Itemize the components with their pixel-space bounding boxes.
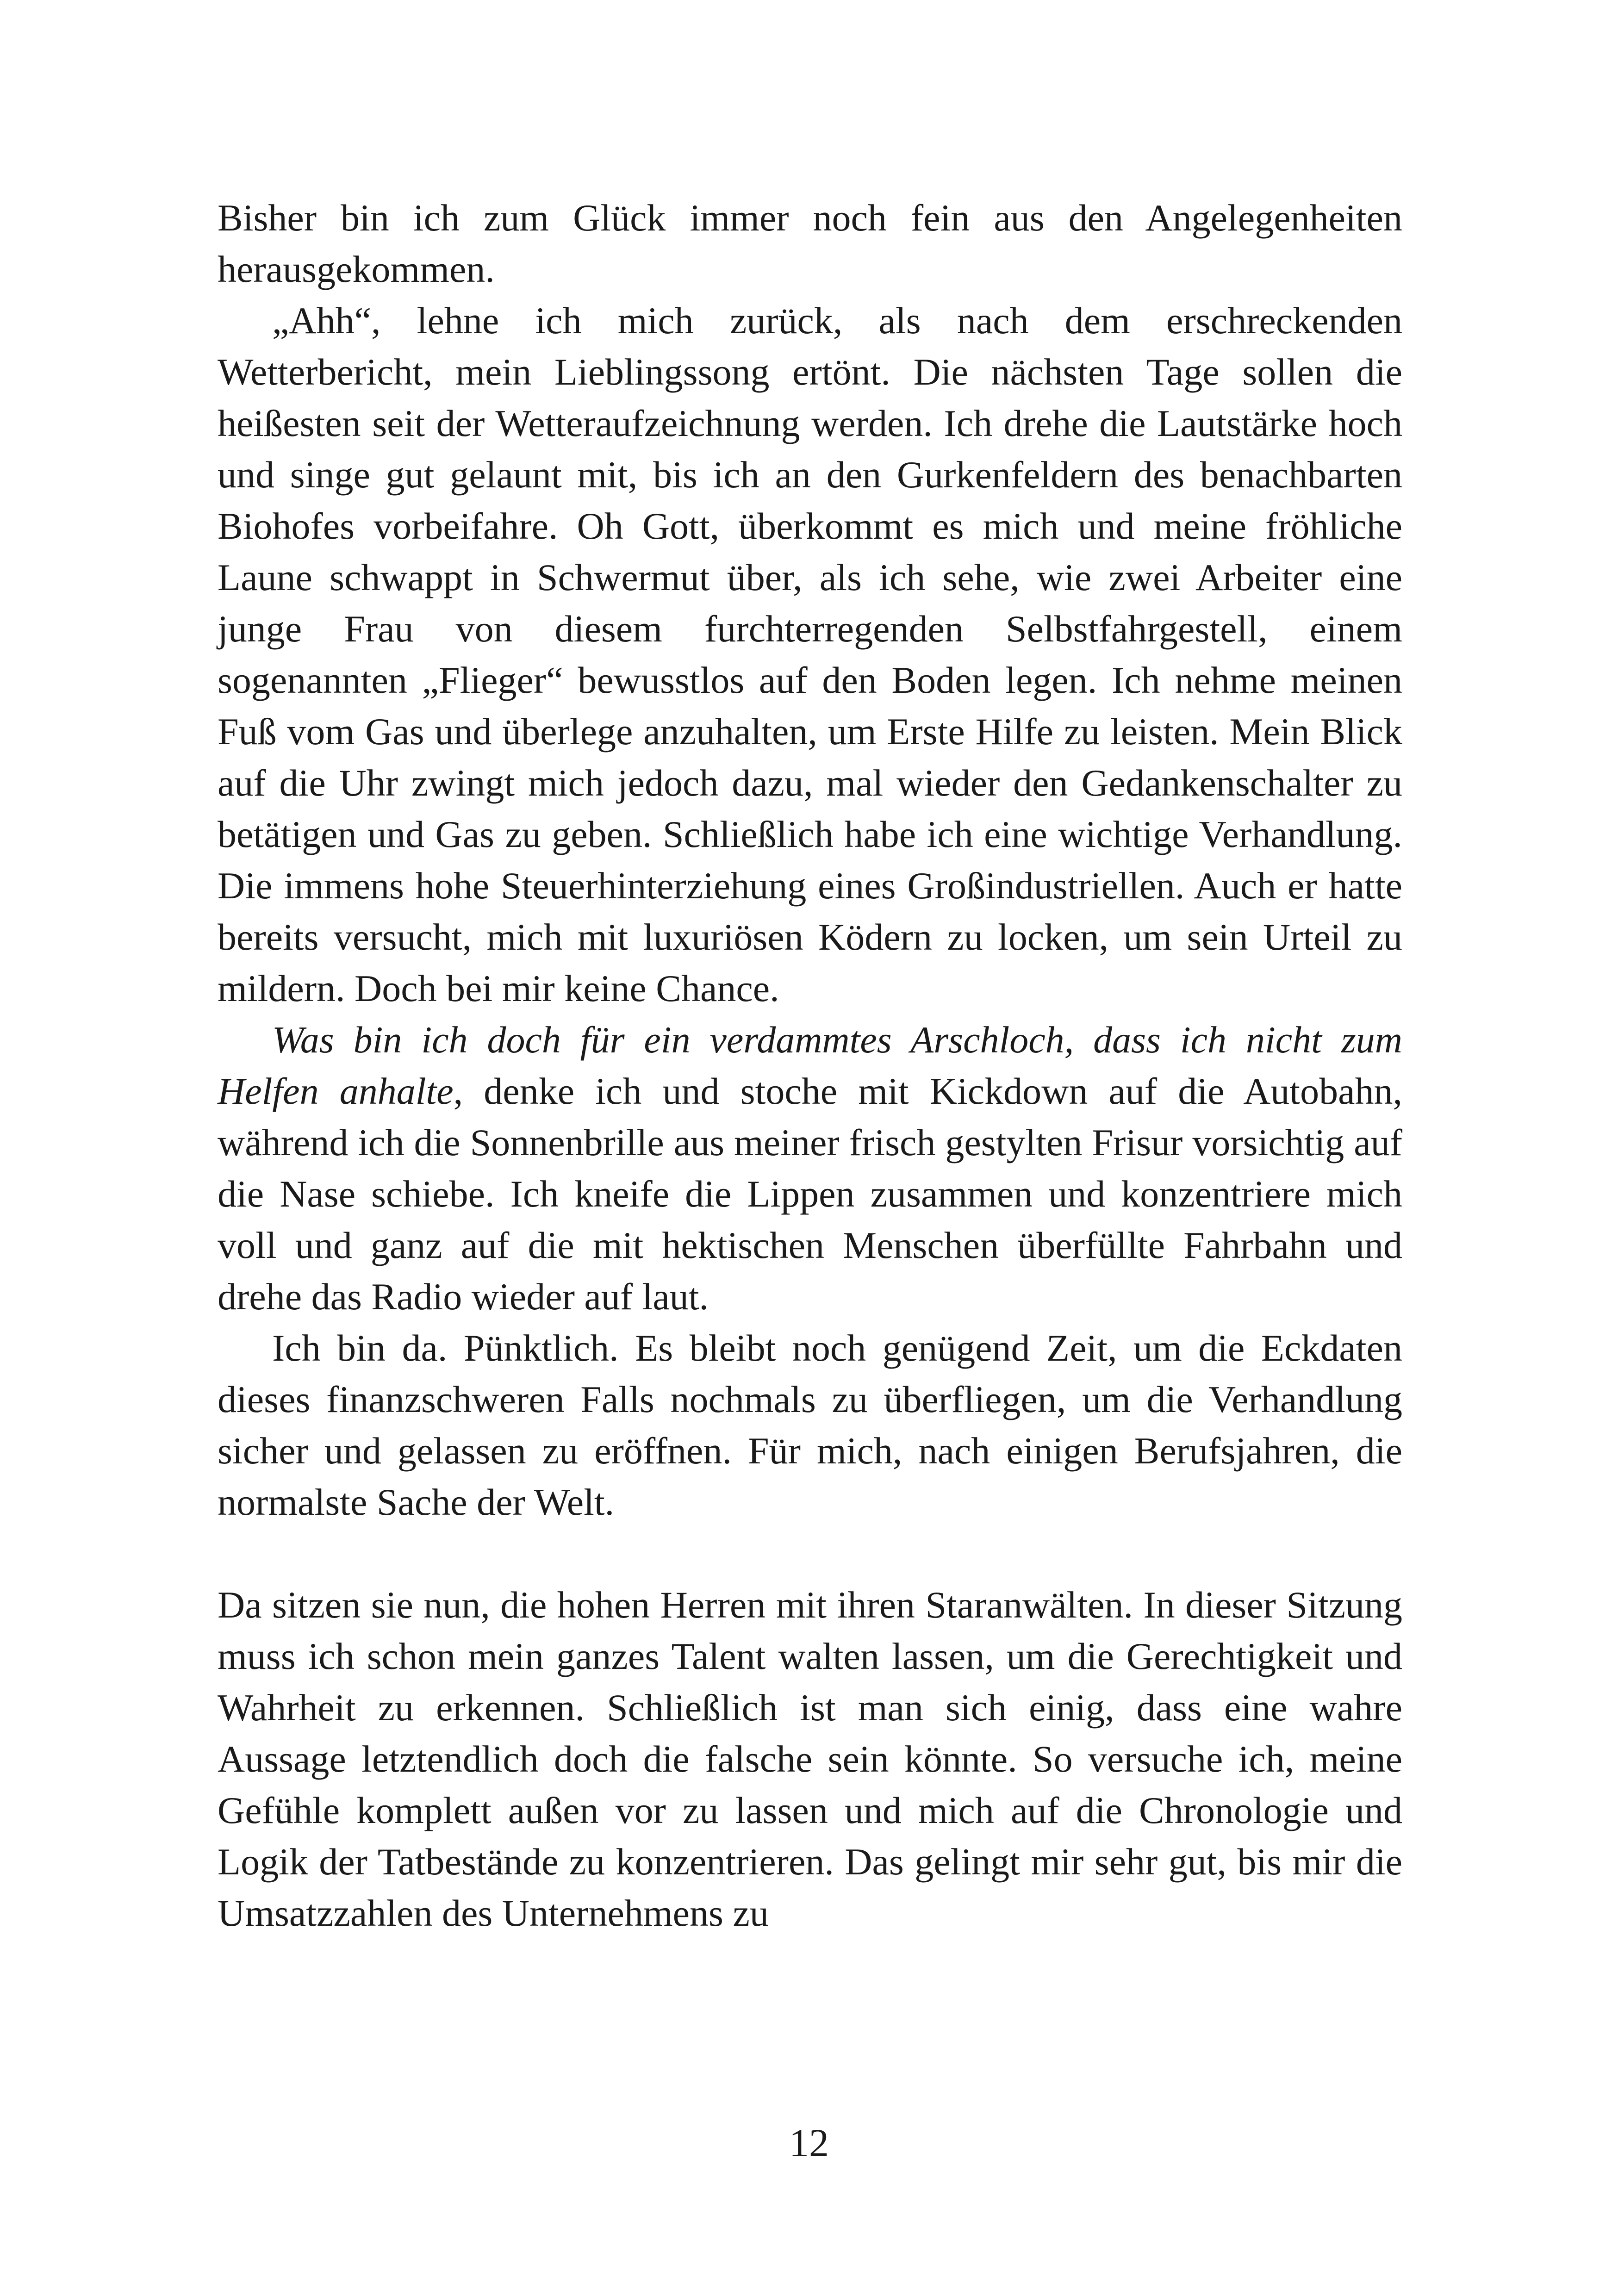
paragraph-text: „Ahh“, lehne ich mich zurück, als nach dem erschreckenden Wetterbericht, mein Lieblingssong ertönt. Die nächsten Tage sollen die heißesten seit der Wetteraufzeichnung werden. Ich drehe die Lautstärke hoch und singe gut gelaunt mit, bis ich an den Gurkenfeldern des benachbarten Biohofes vorbeifahre. Oh Gott, überkommt es mich und meine fröhliche Laune schwappt in Schwermut über, als ich sehe, wie zwei Arbeiter eine junge Frau von diesem furchterregenden Selbstfahrgestell, einem sogenannten „Flieger“ bewusstlos auf den Boden legen. Ich nehme meinen Fuß vom Gas und überlege anzuhalten, um Erste Hilfe zu leisten. Mein Blick auf die Uhr zwingt mich jedoch dazu, mal wieder den Gedankenschalter zu betätigen und Gas zu geben. Schließlich habe ich eine wichtige Verhandlung. Die immens hohe Steuerhinterziehung eines Großindustriellen. Auch er hatte bereits versucht, mich mit luxuriösen Ködern zu locken, um sein Urteil zu mildern. Doch bei mir keine Chance.: [218, 299, 1402, 1009]
paragraph-4: [218, 1322, 1402, 1528]
paragraph-3: [218, 1014, 1402, 1322]
paragraph-5: [218, 1579, 1402, 1939]
body-text: [218, 192, 1402, 1939]
paragraph-1: [218, 192, 1402, 295]
paragraph-2: [218, 295, 1402, 1014]
paragraph-text: , denke ich und stoche mit Kickdown auf die Autobahn, während ich die Sonnenbrille aus meiner frisch gestylten Frisur vorsichtig auf die Nase schiebe. Ich kneife die Lippen zusammen und konzentriere mich voll und ganz auf die mit hektischen Menschen überfüllte Fahrbahn und drehe das Radio wieder auf laut.: [218, 1070, 1402, 1318]
paragraph-text: Da sitzen sie nun, die hohen Herren mit ihren Staranwälten. In dieser Sitzung muss ich schon mein ganzes Talent walten lassen, um die Gerechtigkeit und Wahrheit zu erkennen. Schließlich ist man sich einig, dass eine wahre Aussage letztendlich doch die falsche sein könnte. So versuche ich, meine Gefühle komplett außen vor zu lassen und mich auf die Chronologie und Logik der Tatbestände zu konzentrieren. Das gelingt mir sehr gut, bis mir die Umsatzzahlen des Unternehmens zu: [218, 1584, 1402, 1934]
paragraph-text: Bisher bin ich zum Glück immer noch fein aus den Angelegenheiten herausgekommen.: [218, 197, 1402, 290]
paragraph-text: Ich bin da. Pünktlich. Es bleibt noch genügend Zeit, um die Eckdaten dieses finanzschweren Falls nochmals zu überfliegen, um die Verhandlung sicher und gelassen zu eröffnen. Für mich, nach einigen Berufsjahren, die normalste Sache der Welt.: [218, 1327, 1402, 1523]
page-number: 12: [789, 2121, 829, 2165]
italic-thought: Was bin ich doch für ein verdammtes Arschloch, dass ich nicht zum Helfen anhalte: [218, 1019, 1402, 1112]
